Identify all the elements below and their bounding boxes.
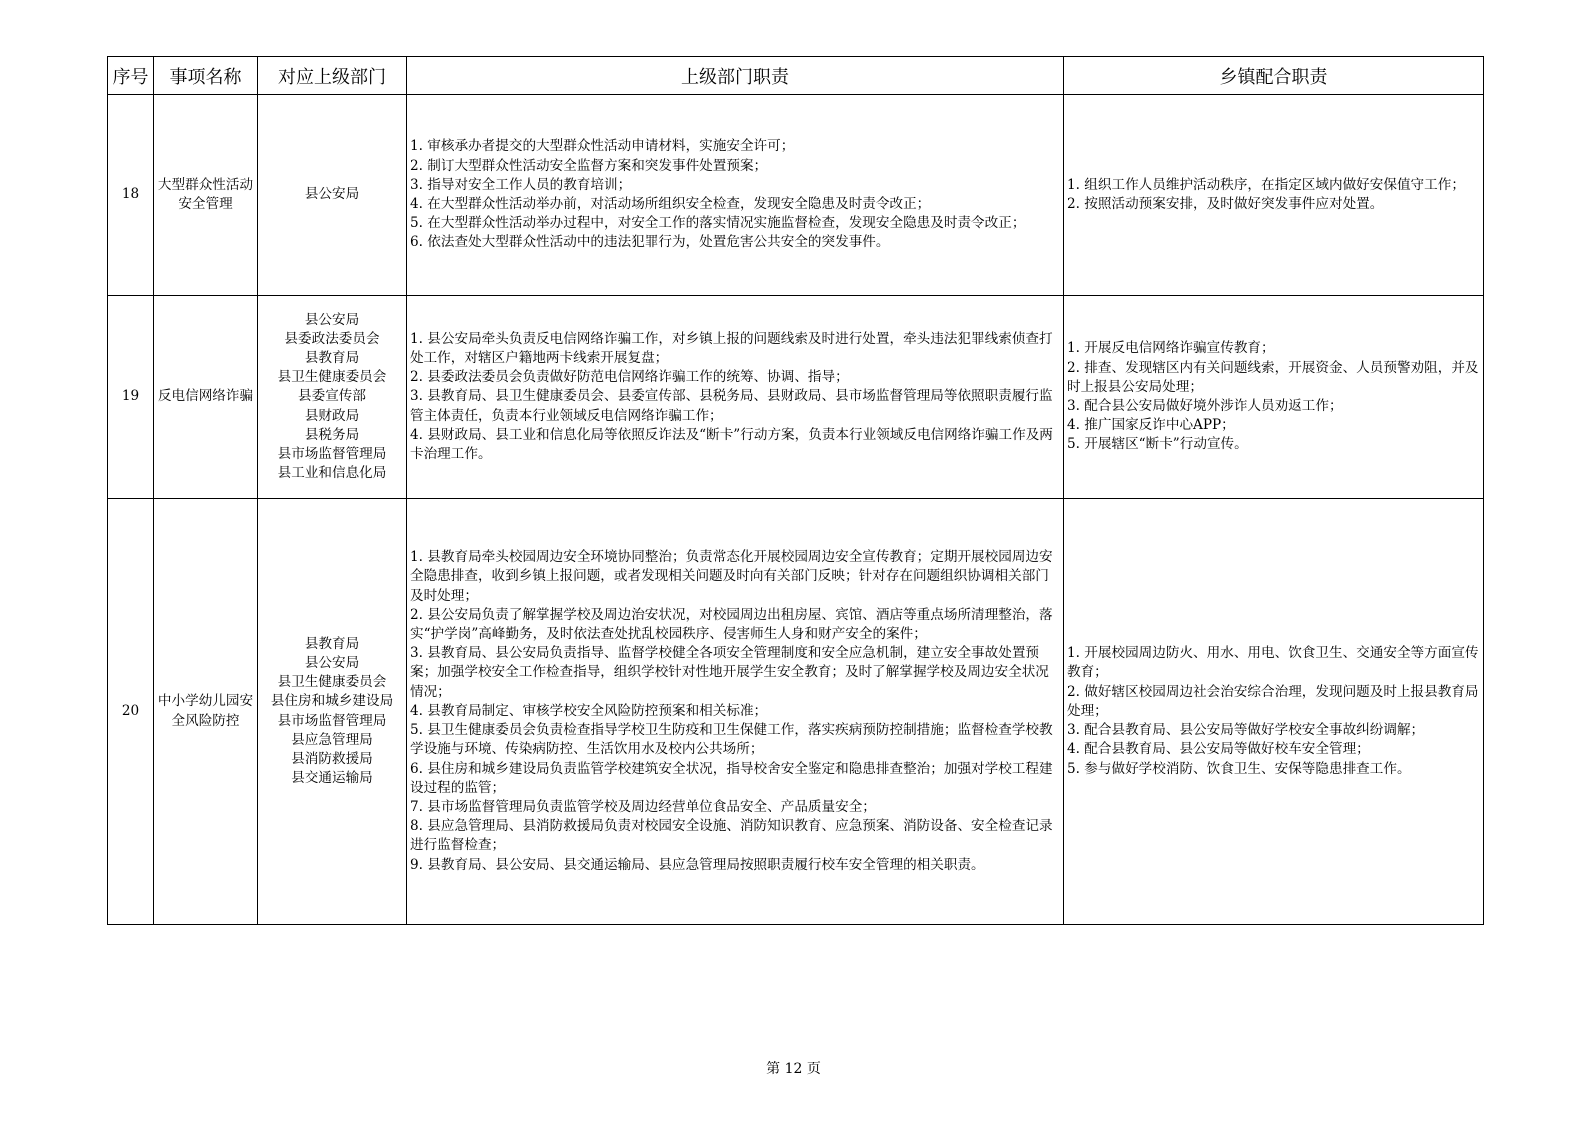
department-cell [258,95,407,296]
duty-item: 2. 县公安局负责了解掌握学校及周边治安状况，对校园周边出租房屋、宾馆、酒店等重点场所清理整治，落实“护学岗”高峰勤务，及时依法查处扰乱校园秩序、侵害师生人身和财产安全的案件； [410,606,1053,643]
duty-item: 3. 指导对安全工作人员的教育培训； [410,176,632,193]
town-duty-item: 1. 开展校园周边防火、用水、用电、饮食卫生、交通安全等方面宣传教育； [1067,645,1479,681]
duty-item: 6. 县住房和城乡建设局负责监管学校建筑安全状况，指导校舍安全鉴定和隐患排查整治；加强对学校工程建设过程的监管； [410,760,1053,796]
department: 县教育局 [304,635,360,652]
duties-cell [407,296,1064,499]
table-header-row [108,57,1484,95]
town-duty-item: 5. 参与做好学校消防、饮食卫生、安保等隐患排查工作。 [1067,760,1411,777]
row-number: 20 [108,499,154,925]
department: 县公安局 [304,311,360,328]
duty-table [107,56,1484,925]
town-duty-item: 1. 组织工作人员维护活动秩序，在指定区域内做好安保值守工作； [1067,176,1465,193]
duty-item: 7. 县市场监督管理局负责监管学校及周边经营单位食品安全、产品质量安全； [410,798,876,815]
town-duty-item: 5. 开展辖区“断卡”行动宣传。 [1067,436,1248,453]
duty-item: 3. 县教育局、县公安局负责指导、监督学校健全各项安全管理制度和安全应急机制，建立安全事故处置预案；加强学校安全工作检查指导，组织学校针对性地开展学生安全教育；及时了解掌握学校及周边安全状况情况； [410,645,1049,700]
duty-item: 5. 县卫生健康委员会负责检查指导学校卫生防疫和卫生保健工作，落实疾病预防控制措施；监督检查学校教学设施与环境、传染病防控、生活饮用水及校内公共场所； [410,722,1053,758]
department: 县公安局 [304,186,360,203]
department: 县教育局 [304,349,360,366]
department: 县市场监督管理局 [277,446,387,462]
table-row [108,499,1484,925]
duty-item: 2. 县委政法委员会负责做好防范电信网络诈骗工作的统筹、协调、指导； [410,369,849,386]
duty-item: 8. 县应急管理局、县消防救援局负责对校园安全设施、消防知识教育、应急预案、消防设备、安全检查记录进行监督检查； [410,818,1053,854]
town-duty-item: 4. 推广国家反诈中心APP； [1067,417,1235,434]
duty-item: 4. 县财政局、县工业和信息化局等依照反诈法及“断卡”行动方案，负责本行业领域反电信网络诈骗工作及两卡治理工作。 [410,426,1053,462]
duty-item: 1. 审核承办者提交的大型群众性活动申请材料，实施安全许可； [410,138,795,155]
department: 县消防救援局 [291,750,373,767]
department: 县交通运输局 [291,770,373,787]
duty-item: 1. 县教育局牵头校园周边安全环境协同整治；负责常态化开展校园周边安全宣传教育；定期开展校园周边安全隐患排查，收到乡镇上报问题，或者发现相关问题及时向有关部门反映；针对存在问题组织协调相关部门及时处理； [410,549,1053,604]
department-cell [258,296,407,499]
department: 县卫生健康委员会 [277,369,387,386]
header-town-duties: 乡镇配合职责 [1064,57,1484,95]
duty-item: 4. 县教育局制定、审核学校安全风险防控预案和相关标准； [410,702,768,719]
department: 县公安局 [304,654,360,671]
page-number: 第 12 页 [766,1061,821,1077]
town-duty-item: 1. 开展反电信网络诈骗宣传教育； [1067,340,1275,357]
department: 县财政局 [304,407,360,424]
header-duties: 上级部门职责 [407,57,1064,95]
department: 县市场监督管理局 [277,712,387,729]
department: 县住房和城乡建设局 [270,693,394,710]
table-row [108,296,1484,499]
department: 县工业和信息化局 [277,465,387,482]
town-duty-item: 2. 排查、发现辖区内有关问题线索，开展资金、人员预警劝阻，并及时上报县公安局处理； [1067,359,1479,395]
table-row [108,95,1484,296]
department: 县卫生健康委员会 [277,674,387,691]
row-number: 19 [108,296,154,499]
town-duty-item: 2. 做好辖区校园周边社会治安综合治理，发现问题及时上报县教育局处理； [1067,683,1479,719]
department: 县委政法委员会 [284,330,380,347]
town-duty-item: 4. 配合县教育局、县公安局等做好校车安全管理； [1067,741,1370,758]
row-number: 18 [108,95,154,296]
department-cell [258,499,407,925]
duty-item: 2. 制订大型群众性活动安全监督方案和突发事件处置预案； [410,157,768,174]
town-duty-item: 3. 配合县教育局、县公安局等做好学校安全事故纠纷调解； [1067,722,1425,739]
department: 县税务局 [304,426,360,443]
header-no: 序号 [108,57,154,95]
item-name: 反电信网络诈骗 [154,296,258,499]
town-duties-cell [1064,499,1484,925]
item-name: 中小学幼儿园安全风险防控 [154,499,258,925]
duty-item: 9. 县教育局、县公安局、县交通运输局、县应急管理局按照职责履行校车安全管理的相关职责。 [410,856,985,873]
duty-item: 5. 在大型群众性活动举办过程中，对安全工作的落实情况实施监督检查，发现安全隐患及时责令改正； [410,215,1026,232]
item-name: 大型群众性活动安全管理 [154,95,258,296]
header-item-name: 事项名称 [154,57,258,95]
header-department: 对应上级部门 [258,57,407,95]
duty-item: 4. 在大型群众性活动举办前，对活动场所组织安全检查，发现安全隐患及时责令改正； [410,196,931,212]
duty-item: 6. 依法查处大型群众性活动中的违法犯罪行为，处置危害公共安全的突发事件。 [410,234,890,251]
duty-item: 3. 县教育局、县卫生健康委员会、县委宣传部、县税务局、县财政局、县市场监督管理局等依照职责履行监管主体责任，负责本行业领域反电信网络诈骗工作； [410,388,1053,424]
duties-cell [407,95,1064,296]
department: 县应急管理局 [291,731,373,748]
town-duties-cell [1064,296,1484,499]
town-duties-cell [1064,95,1484,296]
town-duty-item: 3. 配合县公安局做好境外涉诈人员劝返工作； [1067,398,1343,414]
duties-cell [407,499,1064,925]
town-duty-item: 2. 按照活动预案安排，及时做好突发事件应对处置。 [1067,196,1384,212]
duty-item: 1. 县公安局牵头负责反电信网络诈骗工作，对乡镇上报的问题线索及时进行处置，牵头违法犯罪线索侦查打处工作，对辖区户籍地两卡线索开展复盘； [410,330,1053,366]
department: 县委宣传部 [298,388,366,405]
